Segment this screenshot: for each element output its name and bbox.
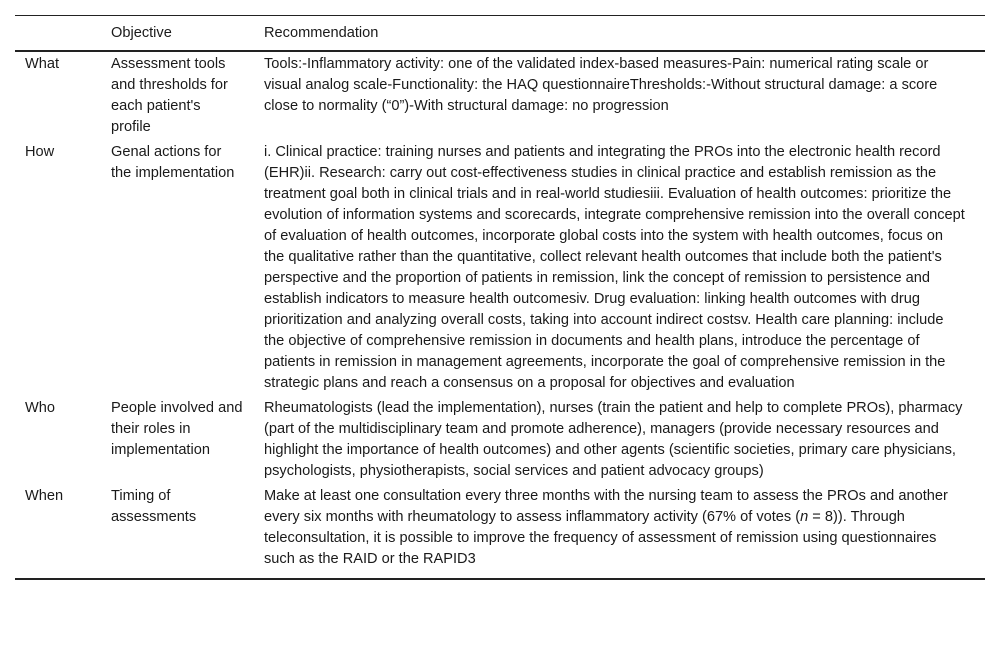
row-objective: Timing of assessments [111,488,197,525]
table-row [15,140,985,396]
sample-size-symbol: n [800,509,809,525]
recommendations-table [15,15,985,580]
row-label: What [25,56,60,72]
row-recommendation [254,484,985,579]
table-row [15,484,985,579]
row-recommendation: Rheumatologists (lead the implementation), nurses (train the patient and help to complete PROs), pharmacy (part of the multidisciplinary team and promote adherence), managers (provide necessary resources and highlight the importance of health outcomes) and other agents (scientific societies, primary care physicians, psychologists, physiotherapists, social services and patient advocacy groups) [264,400,963,479]
row-label: How [25,144,55,160]
row-objective: Assessment tools and thresholds for each patient's profile [111,56,228,135]
recommendation-text-a: Make at least one consultation every three months with the nursing team to assess the PROs and another every six months with rheumatology to assess inflammatory activity (67% of votes ( [264,488,948,525]
row-objective: People involved and their roles in implementation [111,400,243,458]
sample-size-value: = 8 [808,509,833,525]
row-recommendation: Tools:-Inflammatory activity: one of the validated index-based measures-Pain: numerical rating scale or visual analog scale-Functionality: the HAQ questionnaireThresholds:-Without structural damage: a score close to normality (“0”)-With structural damage: no progression [264,56,938,114]
row-recommendation: i. Clinical practice: training nurses and patients and integrating the PROs into the electronic health record (EHR)ii. Research: carry out cost-effectiveness studies in clinical practice and establish remission as the treatment goal both in clinical trials and in real-world studiesiii. Evaluation of health outcomes: prioritize the evolution of information systems and scorecards, integrate comprehensive remission into the overall concept of evaluation of health outcomes, incorporate global costs into the system with health outcomes, focus on the qualitative rather than the quantitative, collect relevant health outcomes that include both the patient's perspective and the proportion of patients in remission, link the concept of remission to persistence and establish indicators to measure health outcomesiv. Drug evaluation: linking health outcomes with drug prioritization and analyzing overall costs, taking into account indirect costsv. Health care planning: include the objective of comprehensive remission in documents and health plans, introduce the percentage of patients in remission in management agreements, incorporate the goal of comprehensive remission in the strategic plans and reach a consensus on a proposal for objectives and evaluation [264,144,965,391]
header-blank [15,16,101,52]
recommendation-text-b: )). Through teleconsultation, it is possible to improve the frequency of assessment of remission using questionnaires such as the RAID or the RAPID3 [264,509,937,567]
table-header-row [15,16,985,52]
table-row [15,396,985,484]
row-label: When [25,488,64,504]
row-label: Who [25,400,56,416]
table-row [15,51,985,140]
row-objective: Genal actions for the implementation [111,144,235,181]
header-recommendation: Recommendation [254,16,985,52]
header-objective: Objective [101,16,254,52]
